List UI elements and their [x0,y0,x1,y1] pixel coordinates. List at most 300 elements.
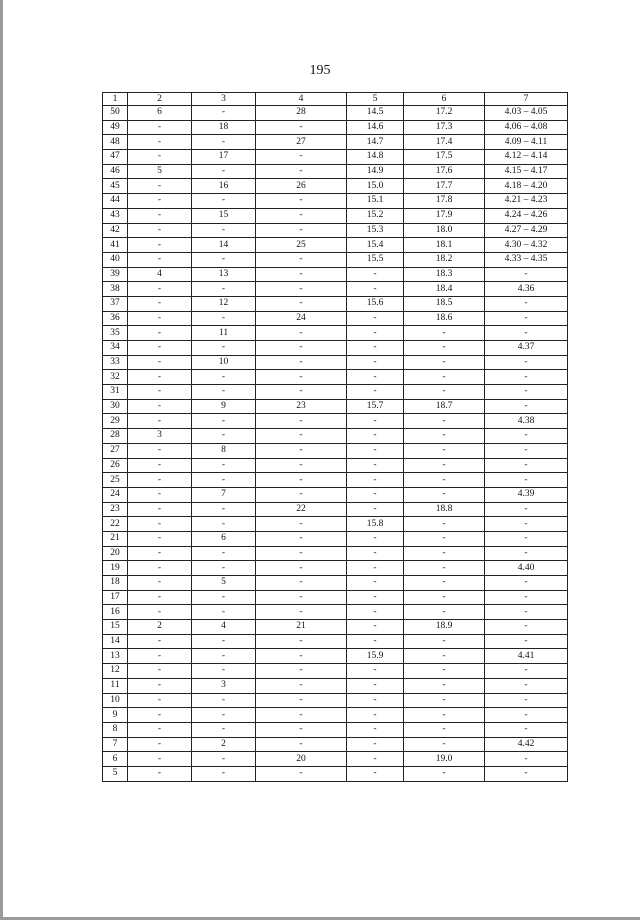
table-cell: 14.5 [347,106,404,121]
table-cell: 17.4 [404,135,485,150]
table-row [103,194,568,209]
table-row [103,458,568,473]
table-cell: - [347,693,404,708]
table-cell: - [256,634,347,649]
table-cell: - [404,605,485,620]
table-cell: 17 [192,150,256,165]
table-cell: - [128,576,192,591]
table-cell: - [192,429,256,444]
table-cell: - [128,722,192,737]
table-cell: - [192,517,256,532]
table-cell: 4.24 – 4.26 [485,208,568,223]
table-cell: - [192,502,256,517]
table-cell: 21 [103,531,128,546]
table-row [103,487,568,502]
table-cell: 4.42 [485,737,568,752]
table-cell: - [192,708,256,723]
table-cell: 18.5 [404,296,485,311]
table-cell: 4.38 [485,414,568,429]
table-cell: - [128,634,192,649]
table-row [103,282,568,297]
table-cell: - [192,664,256,679]
table-cell: - [347,708,404,723]
table-cell: - [347,752,404,767]
table-cell: - [128,590,192,605]
table-cell: 28 [256,106,347,121]
table-row [103,355,568,370]
table-cell: 17.6 [404,164,485,179]
table-cell: - [192,605,256,620]
table-row [103,341,568,356]
table-cell: 15.0 [347,179,404,194]
table-cell: - [404,355,485,370]
table-row [103,385,568,400]
table-cell: 44 [103,194,128,209]
table-cell: - [485,443,568,458]
table-row [103,693,568,708]
table-cell: - [256,414,347,429]
table-cell: - [485,576,568,591]
table-cell: 10 [103,693,128,708]
table-cell: - [256,355,347,370]
table-cell: 50 [103,106,128,121]
table-cell: 4.36 [485,282,568,297]
table-cell: 4.09 – 4.11 [485,135,568,150]
table-cell: 17 [103,590,128,605]
table-cell: - [404,385,485,400]
table-row [103,106,568,121]
table-cell: 18.8 [404,502,485,517]
table-cell: - [256,150,347,165]
table-cell: 15.6 [347,296,404,311]
table-body [103,106,568,782]
table-cell: - [128,414,192,429]
table-cell: - [404,326,485,341]
table-cell: - [128,678,192,693]
table-cell: - [128,355,192,370]
table-cell: - [256,458,347,473]
table-cell: 15.7 [347,399,404,414]
table-cell: 41 [103,238,128,253]
header-row [103,93,568,106]
table-row [103,208,568,223]
table-cell: 6 [128,106,192,121]
table-cell: - [256,576,347,591]
table-cell: 10 [192,355,256,370]
table-cell: 15.3 [347,223,404,238]
table-row [103,223,568,238]
table-row [103,502,568,517]
table-cell: - [192,722,256,737]
table-cell: - [192,752,256,767]
table-cell: - [128,443,192,458]
table-cell: - [347,443,404,458]
table-cell: 5 [192,576,256,591]
table-cell: - [404,429,485,444]
table-cell: 16 [103,605,128,620]
table-cell: 4.27 – 4.29 [485,223,568,238]
table-cell: 17.9 [404,208,485,223]
table-cell: - [404,590,485,605]
table-cell: - [128,120,192,135]
table-cell: 4.33 – 4.35 [485,252,568,267]
table-row [103,576,568,591]
table-cell: - [256,605,347,620]
table-cell: - [347,311,404,326]
column-header: 2 [128,93,192,106]
table-cell: - [347,722,404,737]
table-cell: - [256,546,347,561]
table-cell: 38 [103,282,128,297]
table-cell: - [128,326,192,341]
table-cell: 18 [192,120,256,135]
table-cell: - [347,576,404,591]
column-header: 3 [192,93,256,106]
table-row [103,443,568,458]
table-cell: - [192,414,256,429]
table-cell: - [128,546,192,561]
table-cell: - [485,678,568,693]
table-cell: - [128,487,192,502]
table-cell: - [256,664,347,679]
table-cell: - [404,708,485,723]
table-cell: - [192,194,256,209]
table-cell: - [404,458,485,473]
table-cell: 27 [103,443,128,458]
table-cell: - [404,722,485,737]
table-cell: - [485,708,568,723]
table-cell: - [256,282,347,297]
table-cell: 4.12 – 4.14 [485,150,568,165]
table-cell: - [192,311,256,326]
table-cell: - [404,443,485,458]
table-cell: - [256,722,347,737]
table-cell: - [404,370,485,385]
table-row [103,164,568,179]
table-cell: - [485,385,568,400]
table-cell: - [485,517,568,532]
table-row [103,326,568,341]
table-cell: - [256,678,347,693]
table-cell: - [404,678,485,693]
table-cell: 17.5 [404,150,485,165]
table-cell: 17.7 [404,179,485,194]
table-cell: - [347,487,404,502]
table-cell: 14.7 [347,135,404,150]
table-cell: 16 [192,179,256,194]
table-cell: - [485,752,568,767]
table-row [103,546,568,561]
table-cell: 4.03 – 4.05 [485,106,568,121]
table-cell: - [256,737,347,752]
table-cell: - [256,531,347,546]
table-cell: - [404,737,485,752]
table-cell: - [256,326,347,341]
table-cell: - [256,693,347,708]
table-cell: 20 [256,752,347,767]
table-cell: - [347,634,404,649]
table-cell: - [347,341,404,356]
table-row [103,708,568,723]
table-cell: - [128,473,192,488]
table-cell: 40 [103,252,128,267]
table-cell: 45 [103,179,128,194]
table-row [103,561,568,576]
table-cell: 6 [103,752,128,767]
table-cell: 19 [103,561,128,576]
table-cell: - [192,649,256,664]
table-cell: - [192,458,256,473]
table-cell: - [128,150,192,165]
table-cell: - [128,208,192,223]
table-cell: - [128,399,192,414]
table-cell: - [256,473,347,488]
table-cell: - [485,267,568,282]
table-cell: - [485,311,568,326]
table-cell: - [128,693,192,708]
table-row [103,473,568,488]
table-cell: 48 [103,135,128,150]
table-cell: - [347,385,404,400]
table-cell: - [347,370,404,385]
table-cell: 18.0 [404,223,485,238]
table-cell: - [404,561,485,576]
table-cell: 15.8 [347,517,404,532]
table-cell: 8 [103,722,128,737]
table-cell: - [404,634,485,649]
table-cell: 31 [103,385,128,400]
table-cell: - [404,546,485,561]
table-cell: - [404,649,485,664]
table-cell: 18.3 [404,267,485,282]
table-row [103,678,568,693]
table-cell: - [347,678,404,693]
table-cell: - [128,752,192,767]
table-row [103,605,568,620]
column-header: 5 [347,93,404,106]
table-cell: - [192,766,256,781]
table-cell: - [256,561,347,576]
table-cell: 4.21 – 4.23 [485,194,568,209]
page-number: 195 [309,63,331,78]
table-cell: - [128,385,192,400]
column-header: 4 [256,93,347,106]
table-cell: 4.39 [485,487,568,502]
table-cell: - [256,429,347,444]
table-cell: 46 [103,164,128,179]
table-cell: - [256,296,347,311]
table-cell: - [128,531,192,546]
table-row [103,135,568,150]
table-cell: 2 [128,620,192,635]
table-cell: 15.5 [347,252,404,267]
table-cell: - [404,473,485,488]
table-row [103,238,568,253]
table-cell: - [347,605,404,620]
table-cell: 18 [103,576,128,591]
table-cell: - [128,517,192,532]
table-cell: - [404,341,485,356]
table-cell: 22 [256,502,347,517]
table-cell: - [347,766,404,781]
table-cell: 19.0 [404,752,485,767]
table-cell: 3 [192,678,256,693]
table-cell: 23 [103,502,128,517]
table-cell: 24 [103,487,128,502]
table-cell: - [256,194,347,209]
table-cell: - [347,561,404,576]
table-cell: 30 [103,399,128,414]
table-row [103,370,568,385]
table-row [103,649,568,664]
table-cell: 29 [103,414,128,429]
table-cell: 4.18 – 4.20 [485,179,568,194]
table-cell: - [256,517,347,532]
table-cell: 25 [256,238,347,253]
table-cell: 12 [103,664,128,679]
table-cell: - [128,194,192,209]
table-cell: - [192,252,256,267]
table-cell: - [404,414,485,429]
table-cell: - [128,296,192,311]
table-cell: - [256,649,347,664]
table-cell: - [404,517,485,532]
table-cell: - [404,664,485,679]
table-cell: - [256,208,347,223]
table-row [103,296,568,311]
table-cell: 26 [256,179,347,194]
table-cell: 4 [192,620,256,635]
table-cell: 14.6 [347,120,404,135]
table-row [103,766,568,781]
table-row [103,722,568,737]
table-cell: - [485,634,568,649]
table-cell: - [128,664,192,679]
table-cell: 7 [192,487,256,502]
table-row [103,311,568,326]
table-header [103,93,568,106]
table-row [103,429,568,444]
table-cell: 35 [103,326,128,341]
table-row [103,267,568,282]
table-cell: - [485,326,568,341]
table-cell: 24 [256,311,347,326]
table-cell: - [128,179,192,194]
table-cell: - [347,620,404,635]
table-cell: - [485,531,568,546]
table-cell: - [347,414,404,429]
table-row [103,120,568,135]
table-cell: 18.1 [404,238,485,253]
table-cell: 42 [103,223,128,238]
table-cell: 5 [103,766,128,781]
table-cell: - [128,252,192,267]
table-cell: - [128,605,192,620]
table-cell: - [256,766,347,781]
table-cell: - [256,385,347,400]
table-cell: - [347,664,404,679]
table-cell: 17.2 [404,106,485,121]
table-cell: 18.9 [404,620,485,635]
table-cell: - [192,164,256,179]
table-cell: - [485,766,568,781]
table-cell: 15.1 [347,194,404,209]
table-row [103,664,568,679]
table-cell: 4.40 [485,561,568,576]
table-cell: 4.15 – 4.17 [485,164,568,179]
table-cell: - [192,341,256,356]
table-row [103,620,568,635]
table-cell: - [192,561,256,576]
table-cell: - [192,693,256,708]
table-cell: - [347,458,404,473]
table-cell: - [347,267,404,282]
table-cell: - [485,620,568,635]
table-cell: 11 [192,326,256,341]
column-header: 1 [103,93,128,106]
table-cell: 28 [103,429,128,444]
table-cell: - [128,135,192,150]
table-cell: - [192,546,256,561]
table-cell: - [128,341,192,356]
table-cell: - [128,766,192,781]
table-cell: 15.9 [347,649,404,664]
table-cell: 22 [103,517,128,532]
table-row [103,252,568,267]
table-cell: 15.2 [347,208,404,223]
table-cell: 18.6 [404,311,485,326]
table-cell: - [128,458,192,473]
table-cell: - [192,634,256,649]
table-cell: 2 [192,737,256,752]
table-cell: - [404,531,485,546]
table-cell: - [256,267,347,282]
table-cell: - [256,708,347,723]
table-cell: 27 [256,135,347,150]
table-cell: 9 [192,399,256,414]
table-cell: - [192,135,256,150]
table-cell: - [485,664,568,679]
table-cell: 15 [103,620,128,635]
table-cell: - [485,590,568,605]
table-row [103,737,568,752]
table-cell: - [128,311,192,326]
table-cell: - [128,370,192,385]
table-cell: 20 [103,546,128,561]
table-row [103,590,568,605]
table-cell: - [404,487,485,502]
table-cell: - [256,443,347,458]
table-cell: - [485,605,568,620]
table-cell: - [128,561,192,576]
table-cell: - [256,341,347,356]
table-row [103,150,568,165]
table-cell: 26 [103,458,128,473]
table-cell: - [485,399,568,414]
table-cell: - [404,576,485,591]
table-cell: - [485,693,568,708]
table-cell: - [485,473,568,488]
table-cell: - [347,429,404,444]
table-cell: 18.4 [404,282,485,297]
table-cell: 37 [103,296,128,311]
table-cell: 14 [103,634,128,649]
table-cell: - [128,502,192,517]
table-cell: - [485,546,568,561]
table-cell: - [128,223,192,238]
table-cell: 7 [103,737,128,752]
table-cell: 39 [103,267,128,282]
